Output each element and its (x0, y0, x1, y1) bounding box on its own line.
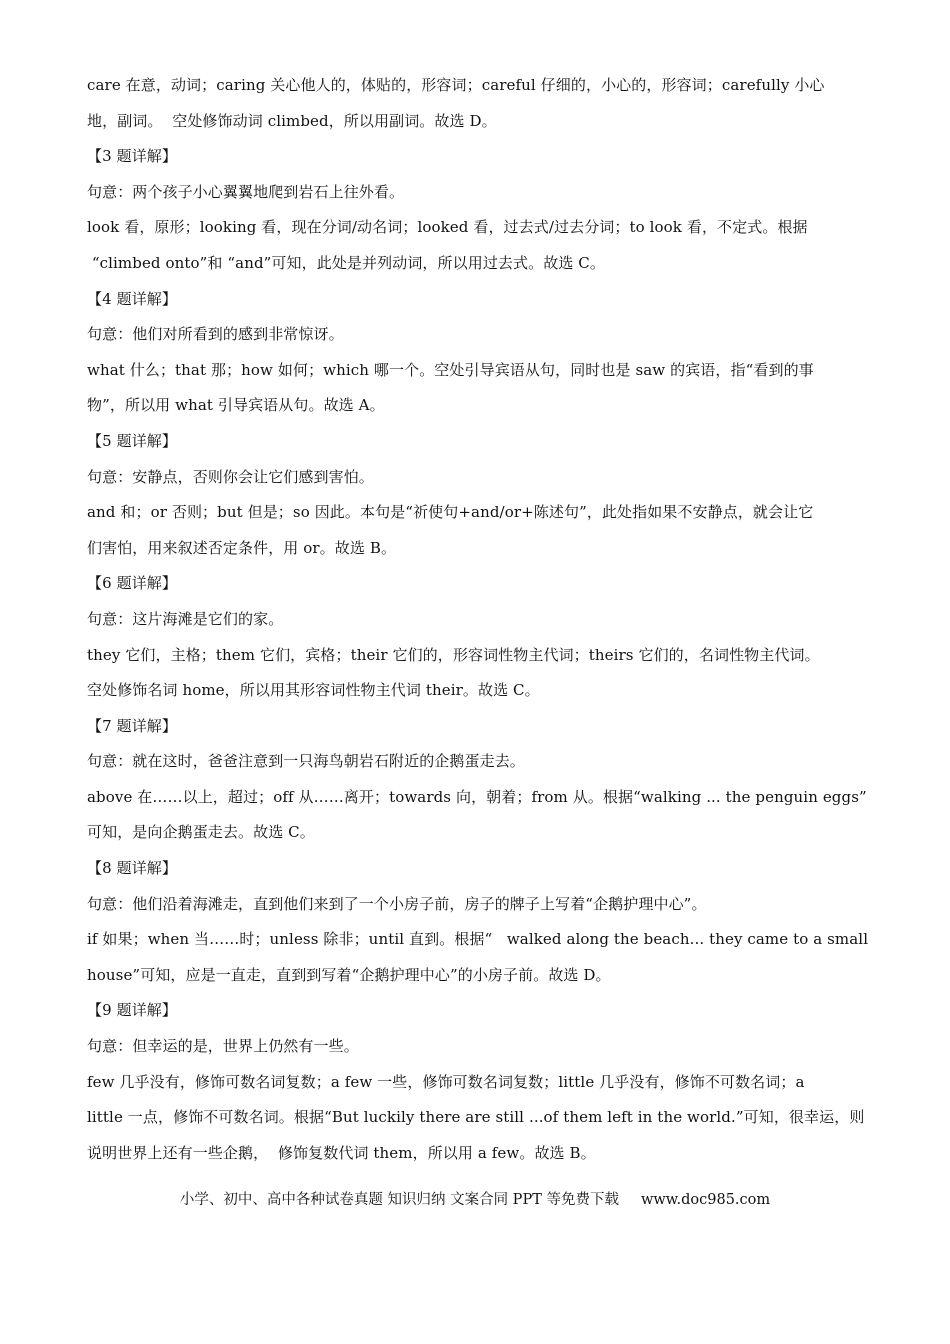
text-line: “climbed onto”和 “and”可知，此处是并列动词，所以用过去式。故选 C。 (87, 253, 605, 272)
section-heading-q7: 【7 题详解】 (87, 716, 178, 735)
section-heading-q8: 【8 题详解】 (87, 859, 178, 878)
text-line: house”可知，应是一直走，直到到写着“企鹅护理中心”的小房子前。故选 D。 (87, 965, 611, 984)
text-line: 地，副词。 空处修饰动词 climbed，所以用副词。故选 D。 (87, 111, 497, 130)
text-line: above 在……以上，超过；off 从……离开；towards 向，朝着；from 从。根据“walking ... the penguin eggs” (87, 787, 867, 806)
sentence-meaning: 句意：但幸运的是，世界上仍然有一些。 (87, 1037, 359, 1056)
answer-explanations (87, 68, 877, 1171)
text-line: 说明世界上还有一些企鹅， 修饰复数代词 them，所以用 a few。故选 B。 (87, 1143, 596, 1162)
section-heading-q4: 【4 题详解】 (87, 289, 178, 308)
section-heading-q5: 【5 题详解】 (87, 431, 178, 450)
text-line: care 在意，动词；caring 关心他人的，体贴的，形容词；careful 仔细的，小心的，形容词；carefully 小心 (87, 76, 825, 94)
text-line: little 一点，修饰不可数名词。根据“But luckily there are still ...of them left in the world.”可知，很幸运，则 (87, 1108, 865, 1127)
sentence-meaning: 句意：两个孩子小心翼翼地爬到岩石上往外看。 (87, 182, 405, 201)
section-heading-q3: 【3 题详解】 (87, 147, 178, 166)
sentence-meaning: 句意：安静点，否则你会让它们感到害怕。 (87, 467, 374, 486)
text-line: 们害怕，用来叙述否定条件，用 or。故选 B。 (87, 538, 397, 557)
sentence-meaning: 句意：他们对所看到的感到非常惊讶。 (87, 325, 344, 344)
text-line: 可知，是向企鹅蛋走去。故选 C。 (87, 823, 315, 842)
section-heading-q9: 【9 题详解】 (87, 1001, 178, 1020)
sentence-meaning: 句意：就在这时，爸爸注意到一只海鸟朝岩石附近的企鹅蛋走去。 (87, 752, 525, 771)
text-line: look 看，原形；looking 看，现在分词/动名词；looked 看，过去式/过去分词；to look 看，不定式。根据 (87, 218, 808, 237)
footer-text: 小学、初中、高中各种试卷真题 知识归纳 文案合同 PPT 等免费下载 (179, 1192, 619, 1208)
footer-link[interactable]: www.doc985.com (640, 1192, 771, 1208)
sentence-meaning: 句意：他们沿着海滩走，直到他们来到了一个小房子前，房子的牌子上写着“企鹅护理中心”。 (87, 894, 707, 913)
text-line: if 如果；when 当……时；unless 除非；until 直到。根据“ walked along the beach... they came to a small (87, 930, 869, 949)
text-line: what 什么；that 那；how 如何；which 哪一个。空处引导宾语从句，同时也是 saw 的宾语，指“看到的事 (87, 360, 814, 379)
text-line: and 和；or 否则；but 但是；so 因此。本句是“祈使句+and/or+陈述句”，此处指如果不安静点，就会让它 (87, 503, 814, 522)
text-line: 空处修饰名词 home，所以用其形容词性物主代词 their。故选 C。 (87, 681, 540, 700)
text-line: they 它们，主格；them 它们，宾格；their 它们的，形容词性物主代词；theirs 它们的，名词性物主代词。 (87, 645, 820, 664)
text-line: few 几乎没有，修饰可数名词复数；a few 一些，修饰可数名词复数；little 几乎没有，修饰不可数名词；a (87, 1072, 805, 1091)
sentence-meaning: 句意：这片海滩是它们的家。 (87, 609, 284, 628)
text-line: 物”，所以用 what 引导宾语从句。故选 A。 (87, 396, 385, 415)
section-heading-q6: 【6 题详解】 (87, 574, 178, 593)
page-footer (0, 1188, 950, 1212)
